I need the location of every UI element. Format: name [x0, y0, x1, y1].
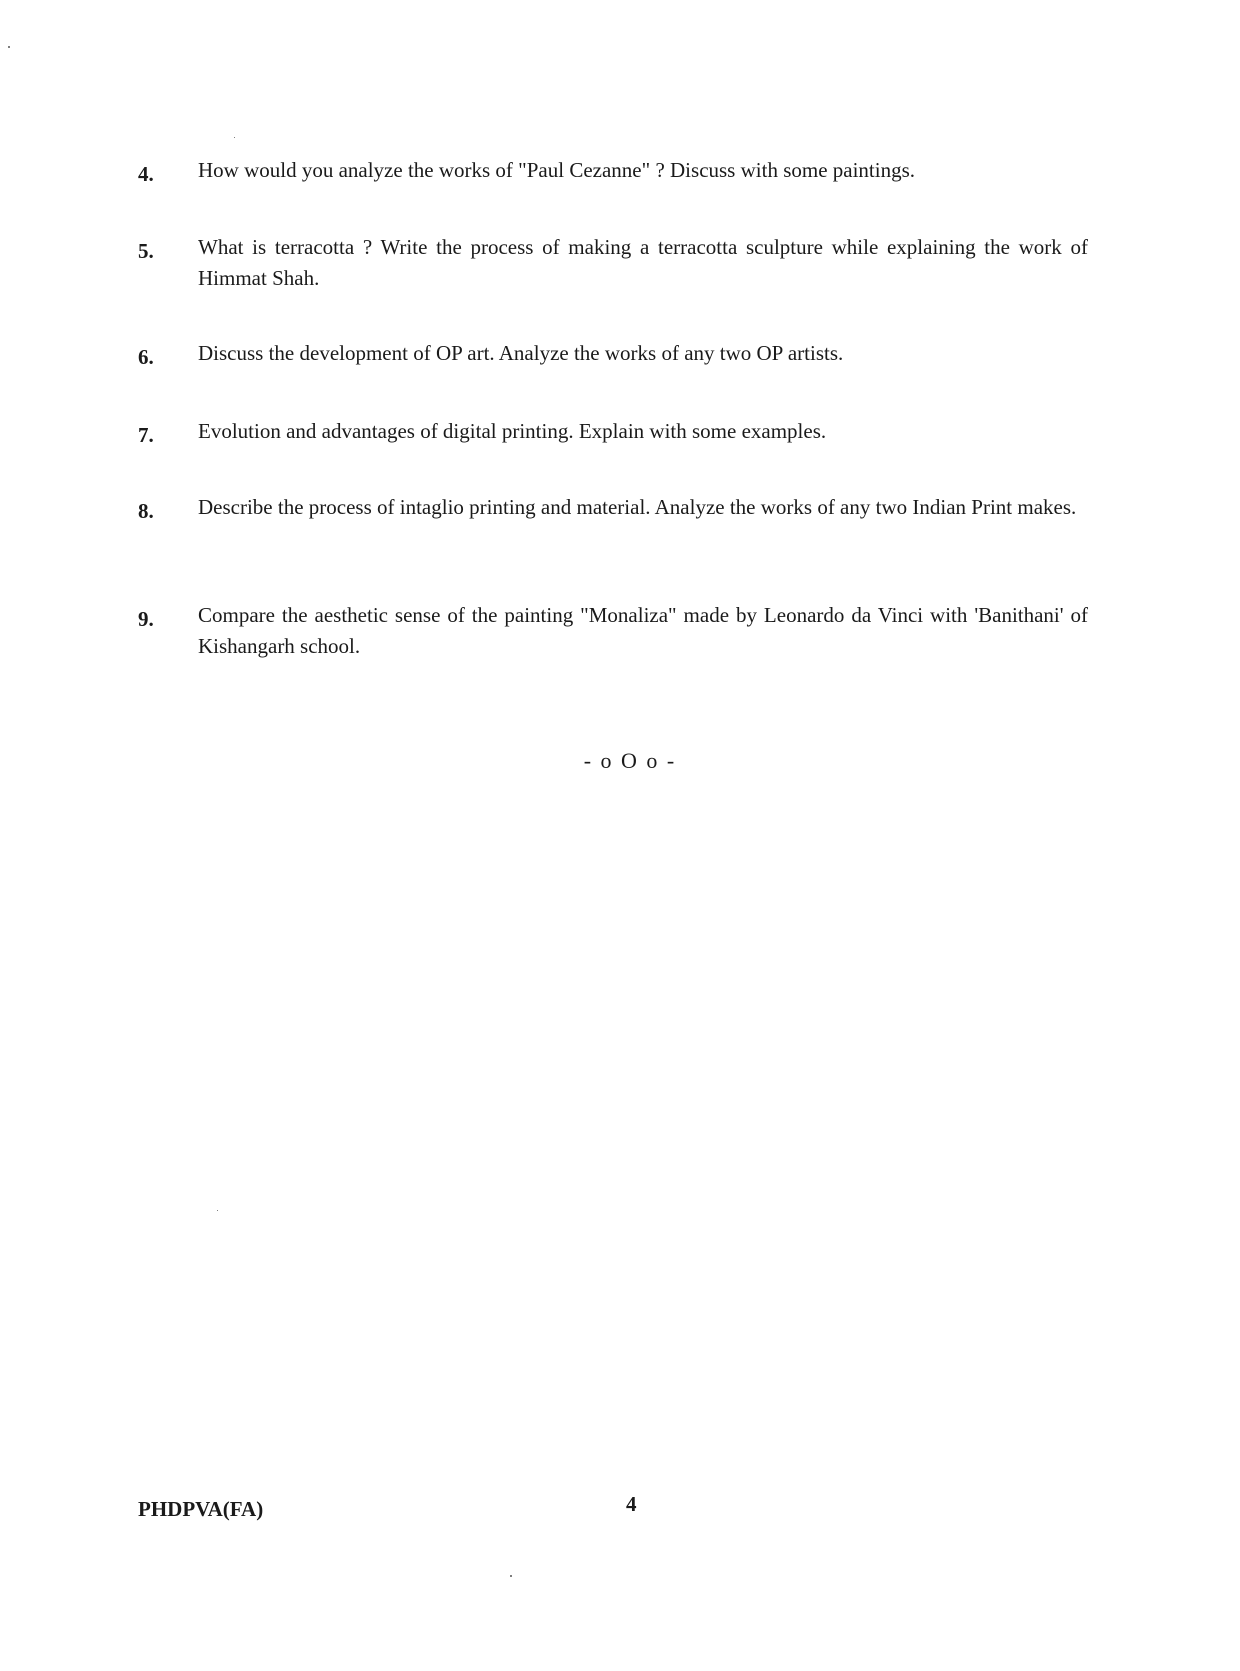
question-number: 5.: [138, 239, 154, 263]
end-of-paper-mark: - o O o -: [583, 748, 677, 773]
question-7: [138, 416, 1088, 451]
question-text: Discuss the development of OP art. Analyze the works of any two OP artists.: [198, 341, 844, 365]
question-5: [138, 232, 1088, 294]
scan-speck: [217, 1210, 218, 1211]
question-number: 6.: [138, 345, 154, 369]
paper-code: PHDPVA(FA): [138, 1497, 264, 1521]
question-text: How would you analyze the works of "Paul Cezanne" ? Discuss with some paintings.: [198, 158, 916, 182]
question-6: [138, 338, 1088, 373]
scan-speck: [8, 46, 10, 48]
question-number: 7.: [138, 423, 154, 447]
question-number: 8.: [138, 499, 154, 523]
question-number: 9.: [138, 607, 154, 631]
scan-speck: [234, 137, 235, 138]
question-text: Compare the aesthetic sense of the painting "Monaliza" made by Leonardo da Vinci with 'Banithani' of Kishangarh school.: [198, 603, 1088, 658]
scan-speck: [510, 1575, 512, 1577]
question-text: What is terracotta ? Write the process of making a terracotta sculpture while explaining the work of Himmat Shah.: [198, 235, 1088, 290]
question-8: [138, 492, 1088, 527]
question-4: [138, 155, 1088, 190]
question-number: 4.: [138, 162, 154, 186]
question-text: Evolution and advantages of digital printing. Explain with some examples.: [198, 419, 827, 443]
page-number: 4: [626, 1492, 637, 1516]
question-text: Describe the process of intaglio printing and material. Analyze the works of any two Indian Print makes.: [198, 495, 1077, 519]
question-9: [138, 600, 1088, 662]
